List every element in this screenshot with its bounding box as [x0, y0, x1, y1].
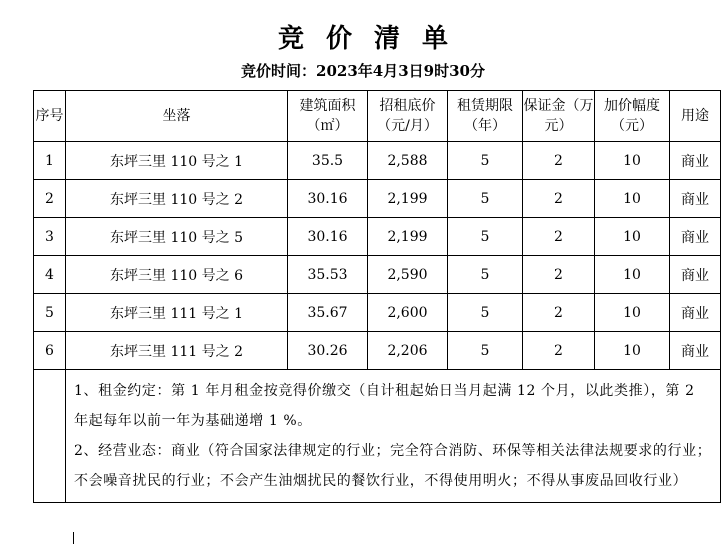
cell-location: 东坪三里 110 号之 6 [66, 256, 288, 294]
cell-area: 30.26 [288, 332, 368, 370]
cell-deposit: 2 [523, 180, 595, 218]
cell-deposit: 2 [523, 332, 595, 370]
cell-term: 5 [448, 332, 523, 370]
cell-location: 东坪三里 111 号之 2 [66, 332, 288, 370]
table-row [34, 294, 721, 332]
notes-cell [66, 370, 721, 503]
cell-term: 5 [448, 218, 523, 256]
cell-location: 东坪三里 110 号之 5 [66, 218, 288, 256]
cell-usage: 商业 [670, 332, 721, 370]
cell-increment: 10 [595, 294, 670, 332]
table-row [34, 180, 721, 218]
cell-index: 3 [34, 218, 66, 256]
note-business-type: 2、经营业态：商业（符合国家法律规定的行业；完全符合消防、环保等相关法律法规要求的行业；不会噪音扰民的行业；不会产生油烟扰民的餐饮行业，不得使用明火；不得从事废品回收行业） [74, 443, 712, 489]
notes-row [34, 370, 721, 503]
table-header-row [34, 91, 721, 142]
header-area: 建筑面积（㎡） [288, 91, 368, 142]
cell-increment: 10 [595, 142, 670, 180]
cell-increment: 10 [595, 332, 670, 370]
cell-index: 1 [34, 142, 66, 180]
cell-increment: 10 [595, 256, 670, 294]
cell-rent: 2,600 [368, 294, 448, 332]
text-cursor-mark [73, 532, 74, 544]
header-location: 坐落 [66, 91, 288, 142]
table-row [34, 218, 721, 256]
cell-index: 4 [34, 256, 66, 294]
cell-rent: 2,590 [368, 256, 448, 294]
cell-location: 东坪三里 111 号之 1 [66, 294, 288, 332]
cell-deposit: 2 [523, 256, 595, 294]
bidding-time: 竞价时间：2023年4月3日9时30分 [241, 62, 485, 80]
header-usage: 用途 [670, 91, 721, 142]
cell-location: 东坪三里 110 号之 1 [66, 142, 288, 180]
header-index: 序号 [34, 91, 66, 142]
cell-deposit: 2 [523, 142, 595, 180]
cell-deposit: 2 [523, 218, 595, 256]
cell-location: 东坪三里 110 号之 2 [66, 180, 288, 218]
cell-index: 5 [34, 294, 66, 332]
cell-rent: 2,199 [368, 218, 448, 256]
page-title: 竞价清单 [277, 24, 470, 54]
cell-rent: 2,588 [368, 142, 448, 180]
cell-usage: 商业 [670, 218, 721, 256]
cell-term: 5 [448, 294, 523, 332]
cell-increment: 10 [595, 218, 670, 256]
cell-deposit: 2 [523, 294, 595, 332]
cell-area: 35.53 [288, 256, 368, 294]
cell-area: 30.16 [288, 180, 368, 218]
cell-usage: 商业 [670, 256, 721, 294]
table-row [34, 256, 721, 294]
cell-increment: 10 [595, 180, 670, 218]
cell-area: 35.5 [288, 142, 368, 180]
cell-usage: 商业 [670, 294, 721, 332]
header-rent: 招租底价（元/月） [368, 91, 448, 142]
cell-term: 5 [448, 142, 523, 180]
note-rent-agreement: 1、租金约定：第 1 年月租金按竞得价缴交（自计租起始日当月起满 12 个月，以此类推），第 2 年起每年以前一年为基础递增 1 %。 [74, 383, 695, 429]
cell-term: 5 [448, 256, 523, 294]
cell-usage: 商业 [670, 142, 721, 180]
table-row [34, 142, 721, 180]
cell-area: 35.67 [288, 294, 368, 332]
cell-rent: 2,199 [368, 180, 448, 218]
cell-rent: 2,206 [368, 332, 448, 370]
cell-index: 2 [34, 180, 66, 218]
header-term: 租赁期限（年） [448, 91, 523, 142]
cell-term: 5 [448, 180, 523, 218]
cell-area: 30.16 [288, 218, 368, 256]
bidding-table [33, 90, 721, 503]
header-increment: 加价幅度（元） [595, 91, 670, 142]
header-deposit: 保证金（万元） [523, 91, 595, 142]
notes-spacer [34, 370, 66, 503]
cell-usage: 商业 [670, 180, 721, 218]
table-row [34, 332, 721, 370]
cell-index: 6 [34, 332, 66, 370]
